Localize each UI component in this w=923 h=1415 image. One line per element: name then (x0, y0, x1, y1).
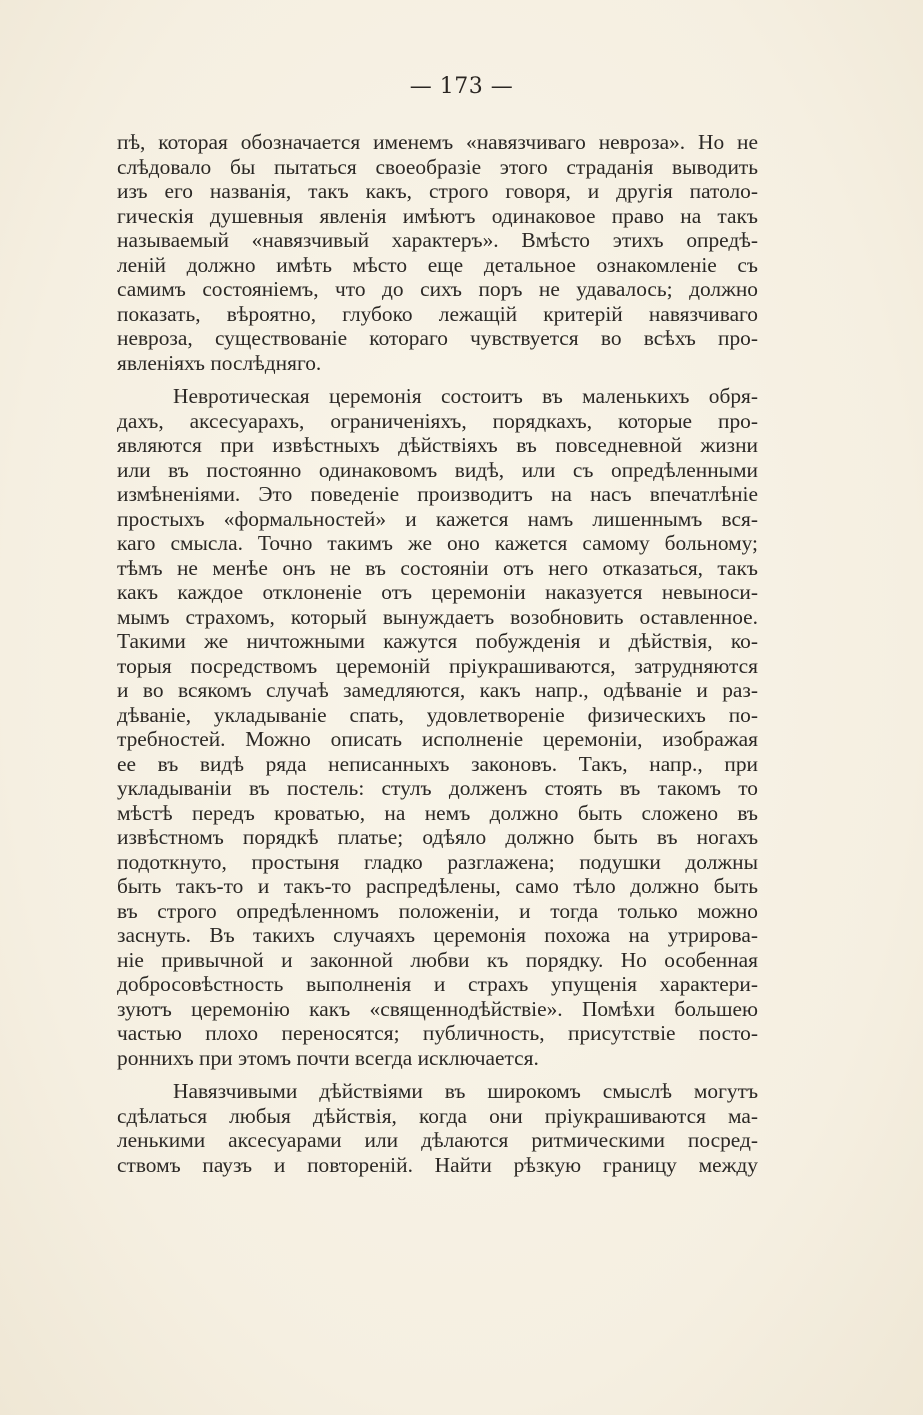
text-line: ніе привычной и законной любви къ порядку. Но особенная (117, 947, 758, 972)
text-line: явленіяхъ послѣдняго. (117, 350, 322, 375)
text-line: извѣстномъ порядкѣ платье; одѣяло должно быть въ ногахъ (117, 825, 758, 849)
text-line: простыхъ «формальностей» и кажется намъ лишеннымъ вся- (117, 506, 758, 531)
text-line: мѣстѣ передъ кроватью, на немъ должно быть сложено въ (117, 800, 758, 825)
text-line: дахъ, аксесуарахъ, ограниченіяхъ, порядкахъ, которые про- (117, 408, 758, 433)
text-line: каго смысла. Точно такимъ же оно кажется самому больному; (117, 531, 758, 555)
text-line: тѣмъ не менѣе онъ не въ состояніи отъ него отказаться, такъ (117, 555, 758, 580)
text-line: мымъ страхомъ, который вынуждаетъ возобновить оставленное. (117, 604, 758, 629)
text-line: гическія душевныя явленія имѣютъ одинаковое право на такъ (117, 203, 758, 228)
text-line: въ строго опредѣленномъ положеніи, и тогда только можно (117, 898, 758, 923)
text-line: называемый «навязчивый характеръ». Вмѣсто этихъ опредѣ- (117, 228, 758, 252)
paragraph-3 (117, 1079, 758, 1177)
text-line: Такими же ничтожными кажутся побужденія и дѣйствія, ко- (117, 629, 758, 653)
text-line: ствомъ паузъ и повтореній. Найти рѣзкую границу между (117, 1152, 758, 1177)
text-line: частью плохо переносятся; публичность, присутствіе посто- (117, 1021, 758, 1045)
paragraph-1 (117, 130, 758, 375)
text-line: дѣваніе, укладываніе спать, удовлетвореніе физическихъ по- (117, 702, 758, 727)
text-line: укладываніи въ постель: стулъ долженъ стоять въ такомъ то (117, 776, 758, 800)
text-line: заснуть. Въ такихъ случаяхъ церемонія похожа на утрирова- (117, 923, 758, 947)
text-line: самимъ состояніемъ, что до сихъ поръ не удавалось; должно (117, 277, 758, 301)
paragraph-2 (117, 384, 758, 1070)
text-line: или въ постоянно одинаковомъ видѣ, или съ опредѣленными (117, 457, 758, 482)
text-line: изъ его названія, такъ какъ, строго говоря, и другія патоло- (117, 179, 758, 203)
text-line: являются при извѣстныхъ дѣйствіяхъ въ повседневной жизни (117, 433, 758, 457)
text-line: какъ каждое отклоненіе отъ церемоніи наказуется невыноси- (117, 580, 758, 604)
text-line: невроза, существованіе котораго чувствуется во всѣхъ про- (117, 326, 758, 350)
text-line: роннихъ при этомъ почти всегда исключается. (117, 1045, 539, 1070)
text-line: сдѣлаться любыя дѣйствія, когда они пріукрашиваются ма- (117, 1103, 758, 1128)
text-line: и во всякомъ случаѣ замедляются, какъ напр., одѣваніе и раз- (117, 678, 758, 702)
text-line: Навязчивыми дѣйствіями въ широкомъ смыслѣ могутъ (173, 1079, 758, 1103)
text-line: леній должно имѣть мѣсто еще детальное ознакомленіе съ (117, 252, 758, 277)
text-line: ленькими аксесуарами или дѣлаются ритмическими посред- (117, 1128, 758, 1152)
text-line: Невротическая церемонія состоитъ въ маленькихъ обря- (173, 384, 758, 408)
text-line: подоткнуто, простыня гладко разглажена; подушки должны (117, 849, 758, 874)
text-line: быть такъ-то и такъ-то распредѣлены, само тѣло должно быть (117, 874, 758, 898)
text-line: ее въ видѣ ряда неписанныхъ законовъ. Такъ, напр., при (117, 751, 758, 776)
text-line: требностей. Можно описать исполненіе церемоніи, изображая (117, 727, 758, 751)
text-line: измѣненіями. Это поведеніе производитъ на насъ впечатлѣніе (117, 482, 758, 506)
body-text (117, 130, 758, 1177)
page-number: — 173 — (409, 74, 514, 99)
text-line: добросовѣстность выполненія и страхъ упущенія характери- (117, 972, 758, 996)
text-line: показать, вѣроятно, глубоко лежащій критерій навязчиваго (117, 301, 758, 326)
text-line: пѣ, которая обозначается именемъ «навязчиваго невроза». Но не (117, 130, 758, 154)
text-line: торыя посредствомъ церемоній пріукрашиваются, затрудняются (117, 653, 758, 678)
text-line: зуютъ церемонію какъ «священнодѣйствіе». Помѣхи большею (117, 996, 758, 1021)
text-line: слѣдовало бы пытаться своеобразіе этого страданія выводить (117, 154, 758, 179)
